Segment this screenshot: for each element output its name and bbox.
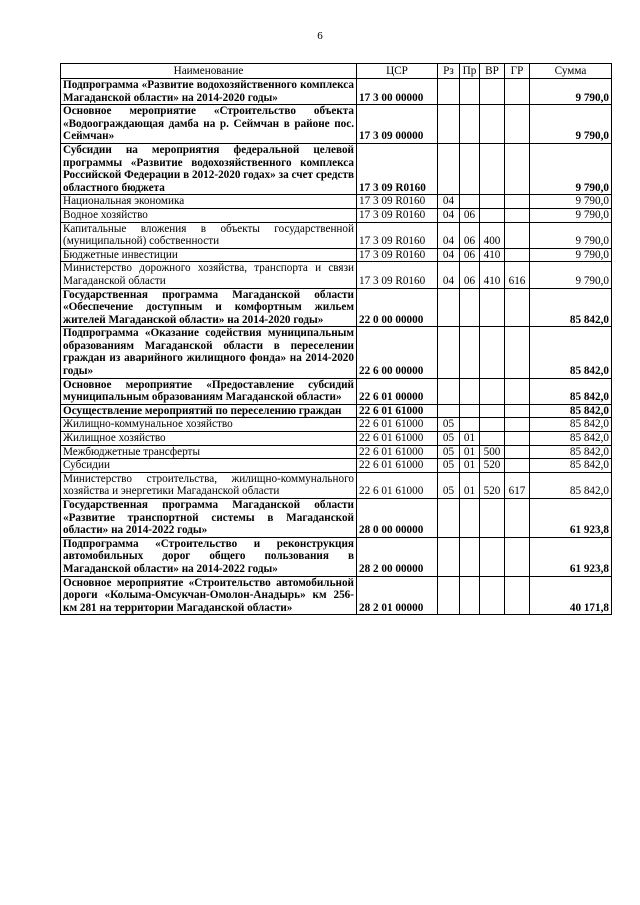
cell-rz: 05 bbox=[438, 432, 460, 446]
cell-sum: 9 790,0 bbox=[530, 262, 612, 288]
cell-gr bbox=[505, 327, 530, 378]
table-row bbox=[61, 222, 612, 248]
cell-vr bbox=[480, 288, 505, 327]
cell-rz: 05 bbox=[438, 418, 460, 432]
cell-csr: 22 6 01 61000 bbox=[357, 459, 438, 473]
cell-vr: 410 bbox=[480, 262, 505, 288]
cell-name: Подпрограмма «Строительство и реконструкция автомобильных дорог общего пользования в Магаданской области» на 2014-2022 годы» bbox=[61, 537, 357, 576]
table-row bbox=[61, 459, 612, 473]
cell-sum: 85 842,0 bbox=[530, 445, 612, 459]
table-row bbox=[61, 195, 612, 209]
cell-name: Основное мероприятие «Строительство объекта «Водоограждающая дамба на р. Сеймчан в районе пос. Сеймчан» bbox=[61, 105, 357, 144]
cell-gr bbox=[505, 195, 530, 209]
cell-vr: 500 bbox=[480, 445, 505, 459]
cell-vr bbox=[480, 195, 505, 209]
cell-rz bbox=[438, 576, 460, 615]
cell-sum: 9 790,0 bbox=[530, 222, 612, 248]
table-row bbox=[61, 378, 612, 404]
cell-rz bbox=[438, 499, 460, 538]
cell-csr: 17 3 09 R0160 bbox=[357, 248, 438, 262]
cell-pr: 06 bbox=[460, 248, 480, 262]
cell-pr bbox=[460, 288, 480, 327]
cell-gr bbox=[505, 445, 530, 459]
cell-gr bbox=[505, 105, 530, 144]
table-row bbox=[61, 143, 612, 194]
cell-pr: 06 bbox=[460, 222, 480, 248]
table-row bbox=[61, 432, 612, 446]
cell-pr: 06 bbox=[460, 208, 480, 222]
cell-rz: 05 bbox=[438, 459, 460, 473]
cell-pr bbox=[460, 418, 480, 432]
cell-csr: 22 6 01 61000 bbox=[357, 404, 438, 418]
cell-vr: 520 bbox=[480, 459, 505, 473]
cell-sum: 85 842,0 bbox=[530, 327, 612, 378]
cell-pr bbox=[460, 576, 480, 615]
table-row bbox=[61, 79, 612, 105]
cell-gr bbox=[505, 143, 530, 194]
cell-sum: 85 842,0 bbox=[530, 472, 612, 498]
table-row bbox=[61, 404, 612, 418]
cell-vr bbox=[480, 143, 505, 194]
cell-rz bbox=[438, 537, 460, 576]
table-row bbox=[61, 288, 612, 327]
cell-pr bbox=[460, 537, 480, 576]
cell-gr bbox=[505, 79, 530, 105]
cell-pr bbox=[460, 378, 480, 404]
cell-sum: 40 171,8 bbox=[530, 576, 612, 615]
table-row bbox=[61, 537, 612, 576]
cell-vr: 410 bbox=[480, 248, 505, 262]
cell-name: Национальная экономика bbox=[61, 195, 357, 209]
cell-csr: 22 6 01 00000 bbox=[357, 378, 438, 404]
cell-vr bbox=[480, 432, 505, 446]
header-pr: Пр bbox=[460, 64, 480, 79]
cell-vr bbox=[480, 418, 505, 432]
table-row bbox=[61, 262, 612, 288]
cell-csr: 22 6 01 61000 bbox=[357, 472, 438, 498]
cell-vr bbox=[480, 537, 505, 576]
cell-csr: 17 3 09 R0160 bbox=[357, 195, 438, 209]
cell-sum: 9 790,0 bbox=[530, 208, 612, 222]
cell-rz bbox=[438, 404, 460, 418]
cell-csr: 22 6 00 00000 bbox=[357, 327, 438, 378]
cell-rz bbox=[438, 143, 460, 194]
cell-rz: 04 bbox=[438, 195, 460, 209]
cell-gr bbox=[505, 222, 530, 248]
cell-sum: 9 790,0 bbox=[530, 195, 612, 209]
cell-sum: 85 842,0 bbox=[530, 378, 612, 404]
cell-gr bbox=[505, 418, 530, 432]
cell-rz bbox=[438, 378, 460, 404]
cell-name: Водное хозяйство bbox=[61, 208, 357, 222]
cell-csr: 17 3 09 R0160 bbox=[357, 262, 438, 288]
budget-table bbox=[60, 63, 612, 615]
cell-gr bbox=[505, 208, 530, 222]
cell-name: Капитальные вложения в объекты государственной (муниципальной) собственности bbox=[61, 222, 357, 248]
cell-name: Министерство строительства, жилищно-коммунального хозяйства и энергетики Магаданской области bbox=[61, 472, 357, 498]
cell-name: Министерство дорожного хозяйства, транспорта и связи Магаданской области bbox=[61, 262, 357, 288]
cell-csr: 28 2 01 00000 bbox=[357, 576, 438, 615]
cell-csr: 22 0 00 00000 bbox=[357, 288, 438, 327]
cell-csr: 17 3 00 00000 bbox=[357, 79, 438, 105]
cell-sum: 9 790,0 bbox=[530, 79, 612, 105]
header-name: Наименование bbox=[61, 64, 357, 79]
cell-csr: 17 3 09 R0160 bbox=[357, 208, 438, 222]
cell-csr: 17 3 09 R0160 bbox=[357, 143, 438, 194]
table-header-row bbox=[61, 64, 612, 79]
cell-pr bbox=[460, 499, 480, 538]
cell-gr bbox=[505, 404, 530, 418]
cell-pr bbox=[460, 404, 480, 418]
cell-name: Субсидии на мероприятия федеральной целевой программы «Развитие водохозяйственного комплекса Российской Федерации в 2012-2020 годах» за счет средств областного бюджета bbox=[61, 143, 357, 194]
cell-sum: 85 842,0 bbox=[530, 418, 612, 432]
cell-sum: 85 842,0 bbox=[530, 404, 612, 418]
cell-gr bbox=[505, 499, 530, 538]
cell-vr: 400 bbox=[480, 222, 505, 248]
cell-gr bbox=[505, 378, 530, 404]
cell-vr bbox=[480, 404, 505, 418]
cell-pr bbox=[460, 79, 480, 105]
cell-name: Осуществление мероприятий по переселению граждан bbox=[61, 404, 357, 418]
cell-gr bbox=[505, 432, 530, 446]
cell-sum: 9 790,0 bbox=[530, 105, 612, 144]
cell-sum: 61 923,8 bbox=[530, 537, 612, 576]
cell-rz: 04 bbox=[438, 222, 460, 248]
cell-name: Государственная программа Магаданской области «Обеспечение доступным и комфортным жильем жителей Магаданской области» на 2014-2020 годы» bbox=[61, 288, 357, 327]
table-body bbox=[61, 79, 612, 615]
cell-vr bbox=[480, 378, 505, 404]
cell-name: Бюджетные инвестиции bbox=[61, 248, 357, 262]
cell-sum: 61 923,8 bbox=[530, 499, 612, 538]
table-row bbox=[61, 418, 612, 432]
cell-csr: 17 3 09 00000 bbox=[357, 105, 438, 144]
cell-vr bbox=[480, 499, 505, 538]
header-rz: Рз bbox=[438, 64, 460, 79]
cell-vr bbox=[480, 105, 505, 144]
cell-sum: 85 842,0 bbox=[530, 432, 612, 446]
page-number: 6 bbox=[317, 30, 323, 42]
header-gr: ГР bbox=[505, 64, 530, 79]
cell-gr bbox=[505, 459, 530, 473]
cell-name: Межбюджетные трансферты bbox=[61, 445, 357, 459]
table-row bbox=[61, 105, 612, 144]
cell-csr: 22 6 01 61000 bbox=[357, 445, 438, 459]
header-vr: ВР bbox=[480, 64, 505, 79]
cell-sum: 85 842,0 bbox=[530, 288, 612, 327]
cell-rz bbox=[438, 288, 460, 327]
cell-vr bbox=[480, 208, 505, 222]
cell-csr: 28 2 00 00000 bbox=[357, 537, 438, 576]
header-csr: ЦСР bbox=[357, 64, 438, 79]
cell-gr bbox=[505, 288, 530, 327]
cell-sum: 85 842,0 bbox=[530, 459, 612, 473]
cell-name: Субсидии bbox=[61, 459, 357, 473]
cell-rz bbox=[438, 105, 460, 144]
cell-rz bbox=[438, 79, 460, 105]
table-row bbox=[61, 327, 612, 378]
cell-vr bbox=[480, 576, 505, 615]
cell-rz: 05 bbox=[438, 472, 460, 498]
cell-rz: 04 bbox=[438, 208, 460, 222]
cell-pr: 01 bbox=[460, 445, 480, 459]
table-row bbox=[61, 248, 612, 262]
cell-rz: 04 bbox=[438, 262, 460, 288]
cell-pr: 06 bbox=[460, 262, 480, 288]
cell-vr bbox=[480, 327, 505, 378]
cell-name: Государственная программа Магаданской области «Развитие транспортной системы в Магаданской области» на 2014-2022 годы» bbox=[61, 499, 357, 538]
table-row bbox=[61, 445, 612, 459]
cell-csr: 17 3 09 R0160 bbox=[357, 222, 438, 248]
cell-name: Подпрограмма «Развитие водохозяйственного комплекса Магаданской области» на 2014-2020 годы» bbox=[61, 79, 357, 105]
cell-pr: 01 bbox=[460, 432, 480, 446]
cell-pr bbox=[460, 327, 480, 378]
cell-sum: 9 790,0 bbox=[530, 143, 612, 194]
cell-gr bbox=[505, 537, 530, 576]
cell-pr bbox=[460, 143, 480, 194]
cell-name: Жилищное хозяйство bbox=[61, 432, 357, 446]
cell-rz: 04 bbox=[438, 248, 460, 262]
cell-sum: 9 790,0 bbox=[530, 248, 612, 262]
cell-vr bbox=[480, 79, 505, 105]
cell-pr: 01 bbox=[460, 459, 480, 473]
table-row bbox=[61, 499, 612, 538]
cell-gr bbox=[505, 576, 530, 615]
cell-gr bbox=[505, 248, 530, 262]
cell-gr: 617 bbox=[505, 472, 530, 498]
table-row bbox=[61, 208, 612, 222]
cell-name: Жилищно-коммунальное хозяйство bbox=[61, 418, 357, 432]
cell-vr: 520 bbox=[480, 472, 505, 498]
cell-name: Подпрограмма «Оказание содействия муниципальным образованиям Магаданской области в переселении граждан из аварийного жилищного фонда» на 2014-2020 годы» bbox=[61, 327, 357, 378]
cell-pr bbox=[460, 105, 480, 144]
cell-csr: 22 6 01 61000 bbox=[357, 432, 438, 446]
cell-pr: 01 bbox=[460, 472, 480, 498]
cell-pr bbox=[460, 195, 480, 209]
cell-name: Основное мероприятие «Предоставление субсидий муниципальным образованиям Магаданской области» bbox=[61, 378, 357, 404]
cell-rz: 05 bbox=[438, 445, 460, 459]
cell-gr: 616 bbox=[505, 262, 530, 288]
table-row bbox=[61, 576, 612, 615]
table-row bbox=[61, 472, 612, 498]
header-sum: Сумма bbox=[530, 64, 612, 79]
cell-rz bbox=[438, 327, 460, 378]
cell-csr: 22 6 01 61000 bbox=[357, 418, 438, 432]
cell-name: Основное мероприятие «Строительство автомобильной дороги «Колыма-Омсукчан-Омолон-Анадырь» км 256-км 281 на территории Магаданской области» bbox=[61, 576, 357, 615]
cell-csr: 28 0 00 00000 bbox=[357, 499, 438, 538]
